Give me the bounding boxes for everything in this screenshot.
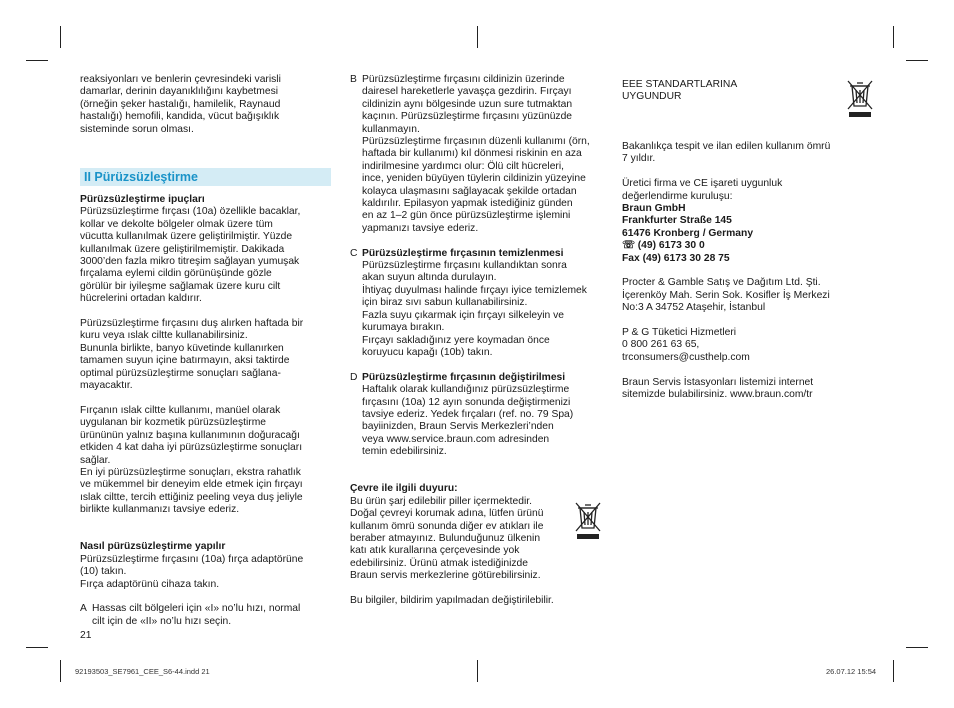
left-column — [80, 74, 335, 136]
step-letter: B — [350, 74, 357, 85]
cleaning-heading: Pürüzsüzleştirme fırçasının temizlenmesi — [362, 247, 564, 259]
step-b: B Pürüzsüzleştirme fırçasını cildinizin üzerinde dairesel hareketlerle yavaşça gezdirin. Fırçayı cildinizin aynı bölgesinde uzun sure tutmaktan kaçının. Pürüzsüzleştirme fırçasını yüzünüzde kullanmayın. Pürüzsüzleştirme fırçasının düzenli kullanımı (örn, haftada bir kullanımı) kıl dönmesi riskinin en aza indirilmesine yardımcı olur: Ölü cilt hücreleri, ince, yeniden büyüyen tüylerin cildinizin yüzeyine kolayca ulaşmasını sağlayacak şekilde ortadan kaldırılır. Epilasyon yapmak istediğiniz günden en az 1–2 gün önce pürüzsüzleştirme işlemini yapmanızı tavsiye ederiz. — [350, 74, 590, 234]
howto-heading: Nasıl pürüzsüzleştirme yapılır — [80, 541, 226, 553]
left-column-body — [80, 194, 335, 643]
crop-mark-icon — [60, 660, 61, 682]
crop-mark-icon — [893, 26, 894, 48]
pg-address: Procter & Gamble Satış ve Dağıtım Ltd. Şti. İçerenköy Mah. Serin Sok. Kosifler İş Merkezi No:3 A 34752 Ataşehir, İstanbul — [622, 277, 830, 314]
environment-heading: Çevre ile ilgili duyuru: — [350, 483, 458, 495]
section-title: II Pürüzsüzleştirme — [80, 168, 331, 186]
replacement-heading: Pürüzsüzleştirme fırçasının değiştirilmesi — [362, 371, 566, 383]
consumer-service: P & G Tüketici Hizmetleri 0 800 261 63 65, trconsumers@custhelp.com — [622, 327, 750, 363]
crop-mark-icon — [26, 60, 48, 61]
soap-paragraph: Fırçanın ıslak ciltte kullanımı, manüel olarak uygulanan bir kozmetik pürüzsüzleştirme ürününün yalnız başına kullanımının doğuracağı etkiden 4 kat daha iyi pürüzsüzleştirme sonuçları sağlar. En iyi pürüzsüzleştirme sonuçları, ekstra rahatlık ve mükemmel bir deneyim elde etmek için fırçayı ıslak ciltte, tercih ettiğiniz peeling veya duş jeliyle birlikte kullanmanızı tavsiye ederiz. — [80, 404, 303, 516]
crop-mark-icon — [893, 660, 894, 682]
change-notice: Bu bilgiler, bildirim yapılmadan değiştirilebilir. — [350, 594, 554, 606]
tips-heading: Pürüzsüzleştirme ipuçları — [80, 194, 205, 205]
braun-address: Braun GmbH Frankfurter Straße 145 61476 Kronberg / Germany ☏ (49) 6173 30 0 Fax (49) 6173 30 28 75 — [622, 203, 754, 264]
footer-file-info: 92193503_SE7961_CEE_S6-44.indd 21 — [75, 667, 210, 676]
crop-mark-icon — [477, 660, 478, 682]
environment-paragraph: Bu ürün şarj edilebilir piller içermektedir. Doğal çevreyi korumak adına, lütfen ürünü kullanım ömrü sonunda diğer ev atıkları ile beraber atmayınız. Bulunduğunuz ülkenin katı atık kurallarına çerçevesinde yok edebilirsiniz. Ürünü atmak istediğinizde Braun servis merkezlerine götürebilirsiniz. — [350, 495, 544, 582]
crop-mark-icon — [60, 26, 61, 48]
tips-paragraph: Pürüzsüzleştirme fırçası (10a) özellikle bacaklar, kollar ve dekolte bölgeler olmak üzere tüm vücutta kullanılmak üzere geliştirilmiştir. Yüzde kullanılmak üzere geliştirilmemiştir. Dakikada 3000’den fazla mikro titreşim sağlayan yumuşak fırçalama eylemi cildin görünüşünde gözle görülür bir iyileşme sağlamak üzere kuru cilt hücrelerini ortadan kaldırır. — [80, 206, 301, 305]
crop-mark-icon — [906, 647, 928, 648]
right-column — [622, 79, 862, 401]
crop-mark-icon — [906, 60, 928, 61]
footer-date-time: 26.07.12 15:54 — [826, 667, 877, 676]
eee-compliance: EEE STANDARTLARINA UYGUNDUR — [622, 79, 738, 103]
step-letter: C — [350, 247, 358, 259]
step-a: A Hassas cilt bölgeleri için «I» no’lu hızı, normal cilt için de «II» no’lu hızı seçin. — [80, 603, 301, 627]
intro-paragraph: reaksiyonları ve benlerin çevresindeki varisli damarlar, derinin dayanıklılığını kaybetmesi (örneğin şeker hastalığı, hamilelik, Raynaud hastalığı) hemofili, kandida, vücut bağışıklık sisteminde sorun olması. — [80, 74, 281, 135]
step-d: D Pürüzsüzleştirme fırçasının değiştirilmesi Haftalık olarak kullandığınız pürüzsüzleştirme fırçasını (10a) 12 ayın sonunda değiştirmenizi tavsiye ederiz. Yedek fırçaları (ref. no. 79 Spa) bayiinizden, Braun Servis Merkezleri’nden veya www.service.braun.com adresinden temin edebilirsiniz. — [350, 372, 612, 459]
crossed-bin-icon — [846, 78, 874, 118]
page-number: 21 — [80, 630, 92, 642]
crossed-bin-icon — [574, 500, 602, 540]
service-paragraph: Braun Servis İstasyonları listemizi internet sitemizde bulabilirsiniz. www.braun.com/tr — [622, 376, 814, 401]
crop-mark-icon — [477, 26, 478, 48]
step-letter: A — [80, 603, 87, 615]
howto-paragraph: Pürüzsüzleştirme fırçasını (10a) fırça adaptörüne (10) takın. Fırça adaptörünü cihaza takın. — [80, 553, 304, 590]
wet-use-paragraph: Pürüzsüzleştirme fırçasını duş alırken haftada bir kuru veya ıslak ciltte kullanabilirsiniz. Bununla birlikte, banyo küvetinde kullanırken tamamen suyun içine batırmayın, aksi taktirde optimal pürüzsüzleştirme sonuçları sağlana- mayacaktır. — [80, 318, 304, 392]
middle-column — [350, 74, 612, 607]
step-c: C Pürüzsüzleştirme fırçasının temizlenmesi Pürüzsüzleştirme fırçasını kullandıktan sonra akan suyun altında durulayın. İhtiyaç duyulması halinde fırçayı iyice temizlemek için biraz sıvı sabun kullanabilirsiniz. Fazla suyu çıkarmak için fırçayı silkeleyin ve kurumaya bırakın. Fırçayı sakladığınız yere koymadan önce koruyucu kapağı (10b) takın. — [350, 248, 612, 360]
manufacturer-paragraph: Üretici firma ve CE işareti uygunluk değerlendirme kuruluşu: — [622, 178, 783, 202]
step-letter: D — [350, 371, 358, 383]
crop-mark-icon — [26, 647, 48, 648]
lifetime-paragraph: Bakanlıkça tespit ve ilan edilen kullanım ömrü 7 yıldır. — [622, 140, 831, 165]
